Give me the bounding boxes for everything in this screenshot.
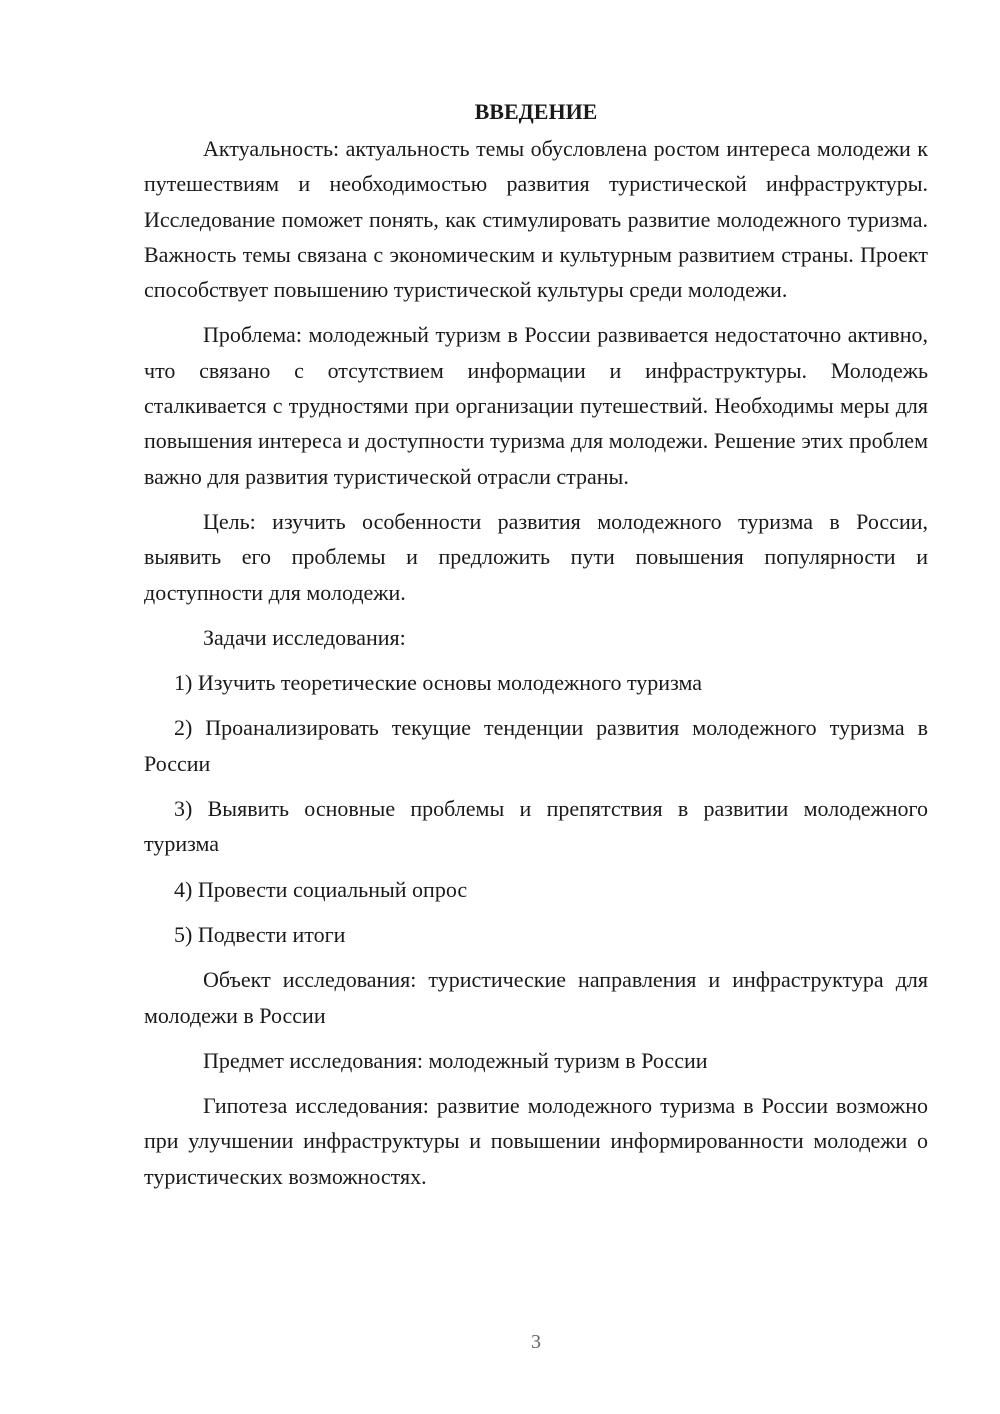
page-content <box>144 94 928 1204</box>
page-number: 3 <box>531 1331 541 1353</box>
tasks-heading: Задачи исследования: <box>203 624 406 650</box>
task-item-3: 3) Выявить основные проблемы и препятствия в развитии молодежного туризма <box>144 796 928 857</box>
task-item-2: 2) Проанализировать текущие тенденции развития молодежного туризма в России <box>144 715 928 776</box>
problem-paragraph: Проблема: молодежный туризм в России развивается недостаточно активно, что связано с отсутствием информации и инфраструктуры. Молодежь сталкивается с трудностями при организации путешествий. Необходимы меры для повышения интереса и доступности туризма для молодежи. Решение этих проблем важно для развития туристической отрасли страны. <box>144 322 928 489</box>
hypothesis-paragraph: Гипотеза исследования: развитие молодежного туризма в России возможно при улучшении инфраструктуры и повышении информированности молодежи о туристических возможностях. <box>144 1093 928 1189</box>
task-item-5: 5) Подвести итоги <box>174 921 346 947</box>
object-paragraph: Объект исследования: туристические направления и инфраструктура для молодежи в России <box>144 967 928 1028</box>
task-item-1: 1) Изучить теоретические основы молодежного туризма <box>174 670 702 696</box>
goal-paragraph: Цель: изучить особенности развития молодежного туризма в России, выявить его проблемы и предложить пути повышения популярности и доступности для молодежи. <box>144 508 928 605</box>
section-title: ВВЕДЕНИЕ <box>474 99 598 124</box>
task-item-4: 4) Провести социальный опрос <box>174 876 468 902</box>
subject-paragraph: Предмет исследования: молодежный туризм в России <box>203 1047 708 1073</box>
relevance-paragraph: Актуальность: актуальность темы обусловлена ростом интереса молодежи к путешествиям и необходимостью развития туристической инфраструктуры. Исследование поможет понять, как стимулировать развитие молодежного туризма. Важность темы связана с экономическим и культурным развитием страны. Проект способствует повышению туристической культуры среди молодежи. <box>144 136 928 303</box>
